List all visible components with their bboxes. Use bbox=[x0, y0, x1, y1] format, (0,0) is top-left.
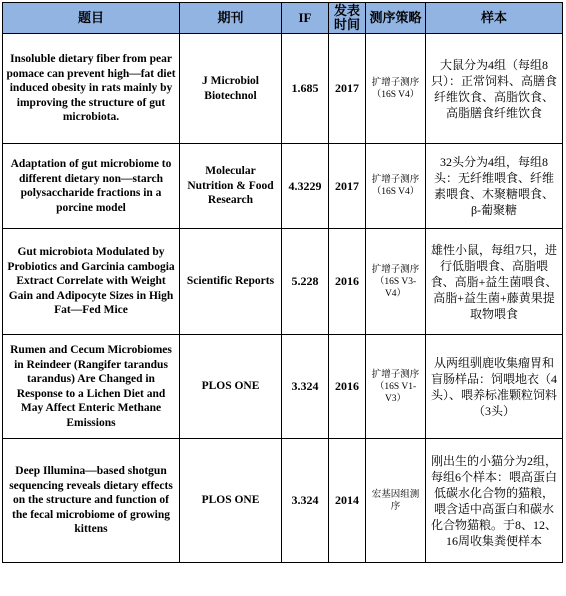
cell-journal: PLOS ONE bbox=[180, 335, 282, 439]
cell-title: Gut microbiota Modulated by Probiotics and Garcinia cambogia Extract Correlate with Weight Gain and Adipocyte Sizes in High Fat—Fed Mice bbox=[3, 229, 180, 335]
cell-sample: 雄性小鼠，每组7只，进行低脂喂食、高脂喂食、高脂+益生菌喂食、高脂+益生菌+藤黄果提取物喂食 bbox=[426, 229, 563, 335]
table-row bbox=[3, 144, 563, 229]
table-row bbox=[3, 335, 563, 439]
cell-strategy: 扩增子测序（16S V3-V4） bbox=[366, 229, 426, 335]
table-row bbox=[3, 439, 563, 563]
cell-if: 1.685 bbox=[282, 34, 329, 144]
cell-journal: Scientific Reports bbox=[180, 229, 282, 335]
header-strategy: 测序策略 bbox=[366, 3, 426, 34]
cell-title: Rumen and Cecum Microbiomes in Reindeer (Rangifer tarandus tarandus) Are Changed in Response to a Lichen Diet and May Affect Enteric Methane Emissions bbox=[3, 335, 180, 439]
header-if: IF bbox=[282, 3, 329, 34]
cell-strategy: 宏基因组测序 bbox=[366, 439, 426, 563]
literature-table bbox=[2, 2, 563, 563]
table-row bbox=[3, 229, 563, 335]
cell-sample: 刚出生的小猫分为2组，每组6个样本：喂高蛋白低碳水化合物的猫粮，喂含适中高蛋白和碳水化合物猫粮。于8、12、16周收集粪便样本 bbox=[426, 439, 563, 563]
cell-if: 3.324 bbox=[282, 439, 329, 563]
cell-year: 2014 bbox=[329, 439, 366, 563]
cell-year: 2017 bbox=[329, 34, 366, 144]
cell-sample: 大鼠分为4组（每组8只）：正常饲料、高膳食纤维饮食、高脂饮食、高脂膳食纤维饮食 bbox=[426, 34, 563, 144]
header-sample: 样本 bbox=[426, 3, 563, 34]
cell-if: 3.324 bbox=[282, 335, 329, 439]
cell-journal: J Microbiol Biotechnol bbox=[180, 34, 282, 144]
cell-journal: PLOS ONE bbox=[180, 439, 282, 563]
cell-strategy: 扩增子测序（16S V1-V3） bbox=[366, 335, 426, 439]
header-year: 发表时间 bbox=[329, 3, 366, 34]
cell-strategy: 扩增子测序（16S V4） bbox=[366, 34, 426, 144]
cell-sample: 从两组驯鹿收集瘤胃和盲肠样品：饲喂地衣（4头）、喂养标准颗粒饲料（3头） bbox=[426, 335, 563, 439]
header-title: 题目 bbox=[3, 3, 180, 34]
cell-year: 2016 bbox=[329, 335, 366, 439]
cell-if: 4.3229 bbox=[282, 144, 329, 229]
cell-year: 2016 bbox=[329, 229, 366, 335]
cell-journal: Molecular Nutrition & Food Research bbox=[180, 144, 282, 229]
cell-year: 2017 bbox=[329, 144, 366, 229]
cell-strategy: 扩增子测序（16S V4） bbox=[366, 144, 426, 229]
cell-title: Deep Illumina—based shotgun sequencing reveals dietary effects on the structure and function of the fecal microbiome of growing kittens bbox=[3, 439, 180, 563]
table-container bbox=[2, 2, 563, 563]
cell-sample: 32头分为4组，每组8头：无纤维喂食、纤维素喂食、木聚糖喂食、β-葡聚糖 bbox=[426, 144, 563, 229]
table-row bbox=[3, 34, 563, 144]
header-row bbox=[3, 3, 563, 34]
header-journal: 期刊 bbox=[180, 3, 282, 34]
cell-title: Insoluble dietary fiber from pear pomace can prevent high—fat diet induced obesity in rats mainly by improving the structure of gut microbiota. bbox=[3, 34, 180, 144]
cell-if: 5.228 bbox=[282, 229, 329, 335]
cell-title: Adaptation of gut microbiome to different dietary non—starch polysaccharide fractions in a porcine model bbox=[3, 144, 180, 229]
